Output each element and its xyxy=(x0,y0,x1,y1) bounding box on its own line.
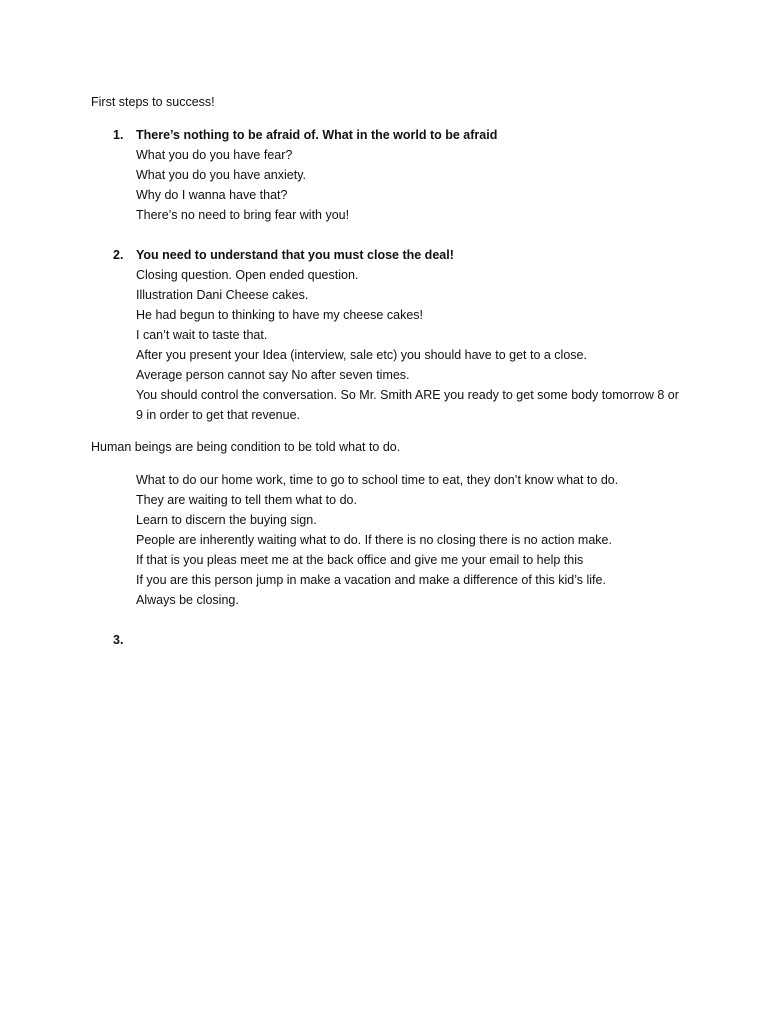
paragraph-line: They are waiting to tell them what to do. xyxy=(136,493,357,507)
item-1-heading: There’s nothing to be afraid of. What in the world to be afraid xyxy=(136,128,498,142)
item-2-line: He had begun to thinking to have my cheese cakes! xyxy=(136,308,423,322)
item-1-number: 1. xyxy=(113,128,124,142)
paragraph-lines xyxy=(136,470,696,610)
item-1-line: What you do you have anxiety. xyxy=(136,168,307,182)
paragraph-line: If you are this person jump in make a vacation and make a difference of this kid’s life. xyxy=(136,573,606,587)
item-2-line: After you present your Idea (interview, sale etc) you should have to get to a close. xyxy=(136,348,587,362)
paragraph-line: Always be closing. xyxy=(136,593,239,607)
document-title: First steps to success! xyxy=(91,95,215,109)
paragraph-line: People are inherently waiting what to do. If there is no closing there is no action make. xyxy=(136,533,612,547)
item-2-line: Average person cannot say No after seven times. xyxy=(136,368,410,382)
item-2-number: 2. xyxy=(113,248,124,262)
item-2-line: Closing question. Open ended question. xyxy=(136,268,359,282)
item-1-line: There’s no need to bring fear with you! xyxy=(136,208,350,222)
item-2-heading: You need to understand that you must close the deal! xyxy=(136,248,454,262)
paragraph-line: What to do our home work, time to go to school time to eat, they don’t know what to do. xyxy=(136,473,619,487)
item-2-block xyxy=(136,245,696,425)
item-3-number: 3. xyxy=(113,633,124,647)
item-1-line: Why do I wanna have that? xyxy=(136,188,288,202)
paragraph-line: Learn to discern the buying sign. xyxy=(136,513,317,527)
item-2-line: I can’t wait to taste that. xyxy=(136,328,268,342)
item-1-line: What you do you have fear? xyxy=(136,148,293,162)
item-2-line: You should control the conversation. So Mr. Smith ARE you ready to get some body tomorrow 8 or 9 in order to get that revenue. xyxy=(136,388,679,422)
item-1-block xyxy=(136,125,696,225)
paragraph-text: Human beings are being condition to be told what to do. xyxy=(91,440,401,454)
item-2-line: Illustration Dani Cheese cakes. xyxy=(136,288,309,302)
paragraph-line: If that is you pleas meet me at the back office and give me your email to help this xyxy=(136,553,584,567)
